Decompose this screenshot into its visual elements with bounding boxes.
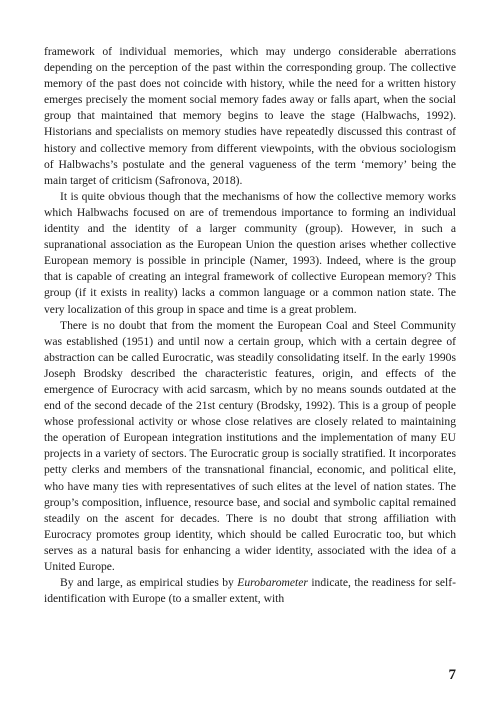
paragraph-eurocratic-group: There is no doubt that from the moment the European Coal and Steel Community was established (1951) and until now a certain group, which with a certain degree of abstraction can be called Eurocratic, was steadily consolidating itself. In the early 1990s Joseph Brodsky described the characteristic features, origin, and effects of the emergence of Eurocracy with acid sarcasm, which by no means sounds outdated at the end of the second decade of the 21st century (Brodsky, 1992). This is a group of people whose professional activity or whose close relatives are closely related to maintaining the operation of European integration institutions and the implementation of many EU projects in a variety of sectors. The Eurocratic group is socially stratified. It incorporates petty clerks and members of the transnational financial, economic, and political elite, who have many ties with representatives of such elites at the level of nation states. The group’s composition, influence, resource base, and social and symbolic capital remained steadily on the ascent for decades. There is no doubt that strong affiliation with Eurocracy promotes group identity, which should be called Eurocratic too, but which serves as a natural basis for enhancing a wider identity, associated with the idea of a United Europe. [44,318,456,573]
paragraph-collective-memory-mechanisms: It is quite obvious though that the mechanisms of how the collective memory works which Halbwachs focused on are of tremendous importance to forming an individual identity and the identity of a larger community (group). However, in such a supranational association as the European Union the question arises whether collective European memory is possible in principle (Namer, 1993). Indeed, where is the group that is capable of creating an integral framework of collective European memory? This group (if it exists in reality) lacks a common language or a common nation state. The very localization of this group in space and time is a great problem. [44,189,456,316]
page-body [44,44,456,607]
eurobarometer-italic: Eurobarometer [237,576,308,590]
paragraph-halbwachs-memory: framework of individual memories, which may undergo considerable aberrations depending on the perception of the past within the corresponding group. The collective memory of the past does not coincide with history, while the need for a written history emerges precisely the moment social memory fades away or falls apart, when the social group that maintained that memory begins to leave the stage (Halbwachs, 1992). Historians and specialists on memory studies have repeatedly discussed this contrast of history and collective memory from different viewpoints, with the obvious sociologism of Halbwachs’s postulate and the general vagueness of the term ‘memory’ being the main target of criticism (Safronova, 2018). [44,45,456,187]
paragraph-eurobarometer [44,575,456,607]
paragraph-eurobarometer-before: By and large, as empirical studies by [60,576,238,590]
page-number: 7 [448,667,456,683]
paragraph-eurobarometer-after: indicate, the readiness for self-identification with Europe (to a smaller extent, with [44,576,456,606]
